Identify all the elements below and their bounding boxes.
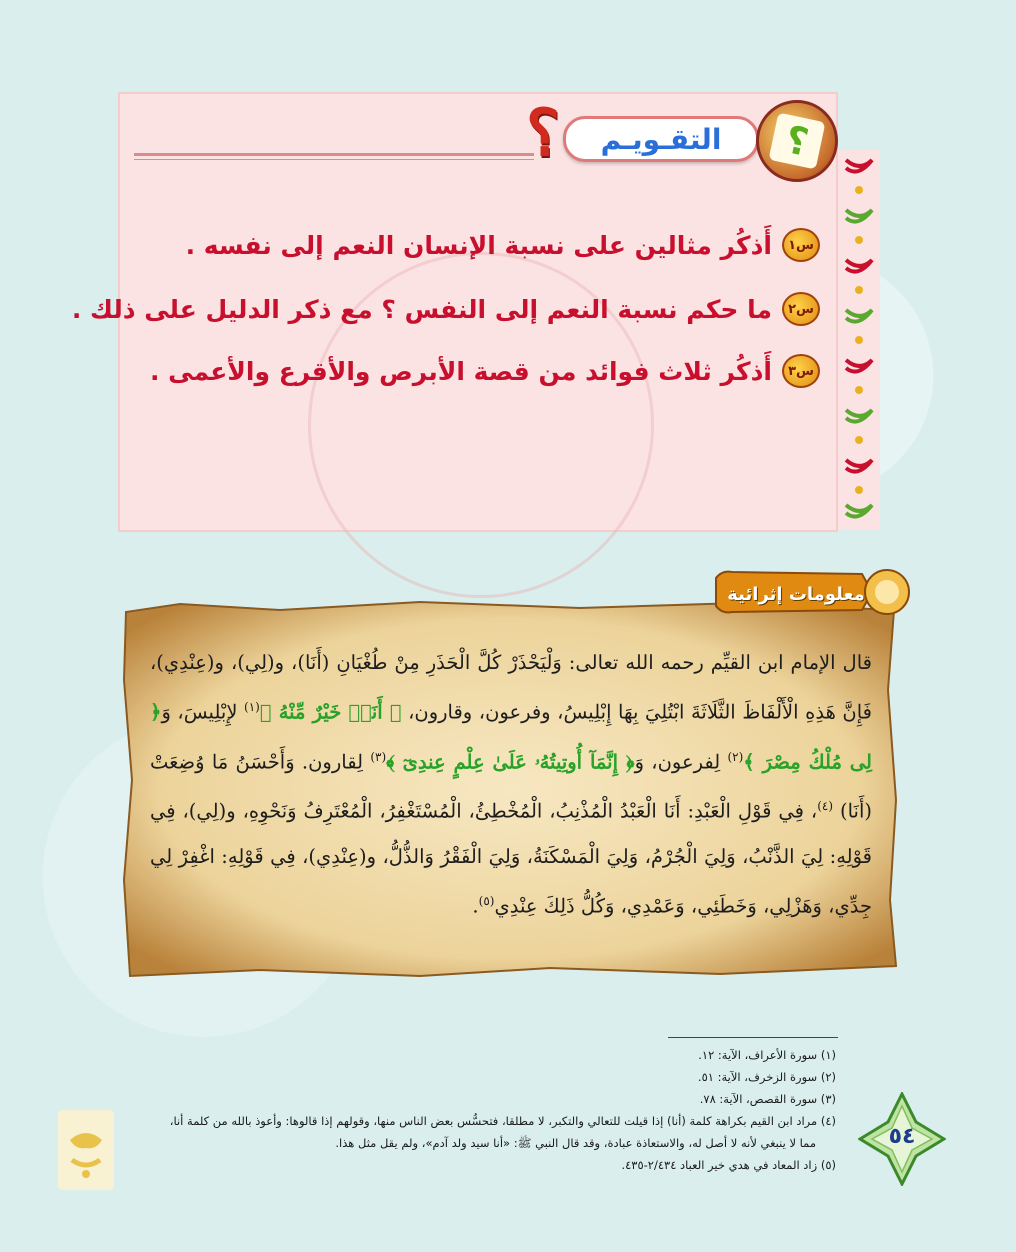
footnote: (٥) زاد المعاد في هدي خير العباد ٢/٤٣٤-٤٣٥. bbox=[621, 1158, 836, 1172]
enrichment-label: معلومات إثرائية bbox=[727, 583, 865, 605]
footnote-ref: (٥) bbox=[478, 893, 495, 908]
footnote: (١) سورة الأعراف، الآية: ١٢. bbox=[698, 1048, 836, 1062]
footnote-ref: (١) bbox=[244, 700, 260, 714]
text-run: . bbox=[472, 894, 479, 917]
question-number-badge: س١ bbox=[782, 228, 820, 262]
text-run: لِقارون. وَأَحْسَنُ مَا وُضِعَتْ (أَنَا) bbox=[150, 750, 872, 823]
text-run: ، فِي قَوْلِ الْعَبْدِ: أَنَا الْعَبْدُ الْمُذْنِبُ، الْمُخْطِئُ، الْمُسْتَغْفِرُ، الْمُعْتَرِفُ وَنَحْوِهِ، و(لِي)، فِي قَوْلِهِ: لِيَ الذَّنْبُ، وَلِيَ الْجُرْمُ، وَلِيَ الْمَسْكَنَةُ، وَلِيَ الْفَقْرُ وَالذُّلُّ، و(عِنْدِي)، فِي قَوْلِهِ: اغْفِرْ لِي جِدِّي، وَهَزْلِي، وَخَطَئِي، وَعَمْدِي، وَكُلُّ ذَلِكَ عِنْدِي bbox=[150, 799, 872, 917]
footnote-divider bbox=[668, 1037, 838, 1038]
footnote-ref: (٣) bbox=[370, 749, 387, 764]
question-mark-icon: ؟ bbox=[526, 96, 560, 171]
verse-quote: ﴿ أَنَا۠ خَيْرٌ مِّنْهُ ﴾ bbox=[259, 700, 402, 724]
footnote-ref: (٢) bbox=[727, 749, 744, 764]
verse-quote: ﴿ لِى مُلْكُ مِصْرَ ﴾ bbox=[150, 700, 872, 773]
evaluation-title: التقـويـم bbox=[600, 122, 722, 156]
question-text: أَذكُر ثلاث فوائد من قصة الأبرص والأقرع والأعمى . bbox=[149, 356, 772, 386]
evaluation-title-pill bbox=[563, 116, 759, 162]
evaluation-badge-icon bbox=[756, 100, 838, 182]
enrichment-paragraph bbox=[150, 640, 872, 928]
question-3 bbox=[150, 354, 820, 388]
page-number: ٥٤ bbox=[888, 1124, 916, 1149]
green-question-icon: ؟ bbox=[769, 113, 826, 170]
question-number-badge: س٣ bbox=[782, 354, 820, 388]
footnote: (٤) مراد ابن القيم بكراهة كلمة (أنا) إذا قيلت للتعالي والتكبر، لا مطلقا، فتحسُّس بعض الناس منها، وقولهم إذا قالوها: وأعوذ بالله من كلمة أنا، bbox=[169, 1114, 836, 1128]
question-text: ما حكم نسبة النعم إلى النفس ؟ مع ذكر الدليل على ذلك . bbox=[71, 294, 772, 324]
question-2 bbox=[72, 292, 820, 326]
question-number-badge: س٢ bbox=[782, 292, 820, 326]
header-divider bbox=[134, 153, 534, 156]
question-1 bbox=[186, 228, 820, 262]
text-run: لِفرعون، وَ bbox=[634, 750, 728, 773]
header-divider-thin bbox=[134, 159, 534, 160]
floral-border-ornament bbox=[838, 150, 880, 530]
publisher-logo bbox=[58, 1110, 114, 1190]
text-run: لإِبْلِيسَ، وَ bbox=[161, 700, 245, 724]
question-text: أَذكُر مثالين على نسبة الإنسان النعم إلى نفسه . bbox=[185, 230, 772, 260]
logo-icon bbox=[58, 1110, 114, 1190]
footnote: (٣) سورة القصص، الآية: ٧٨. bbox=[699, 1092, 836, 1106]
footnotes bbox=[116, 1044, 836, 1176]
text-run: قال الإمام ابن القيِّم رحمه الله تعالى: وَلْيَحْذَرْ كُلَّ الْحَذَرِ مِنْ طُغْيَانِ (أَنَا)، و(لِي)، و(عِنْدِي)، فَإِنَّ هَذِهِ الْأَلْفَاظَ الثَّلَاثَةَ ابْتُلِيَ بِهَا إِبْلِيسُ، وفرعون، وقارون، bbox=[150, 651, 872, 724]
footnote-continued: مما لا ينبغي لأنه لا أصل له، والاستعاذة عبادة، وقد قال النبي ﷺ: «أنا سيد ولد آدم»، ولم يقل مثل هذا. bbox=[335, 1136, 816, 1150]
verse-quote: ﴿ إِنَّمَآ أُوتِيتُهُۥ عَلَىٰ عِلْمٍ عِندِىٓ ﴾ bbox=[386, 750, 635, 773]
footnote-ref: (٤) bbox=[817, 799, 834, 813]
footnote: (٢) سورة الزخرف، الآية: ٥١. bbox=[697, 1070, 836, 1084]
